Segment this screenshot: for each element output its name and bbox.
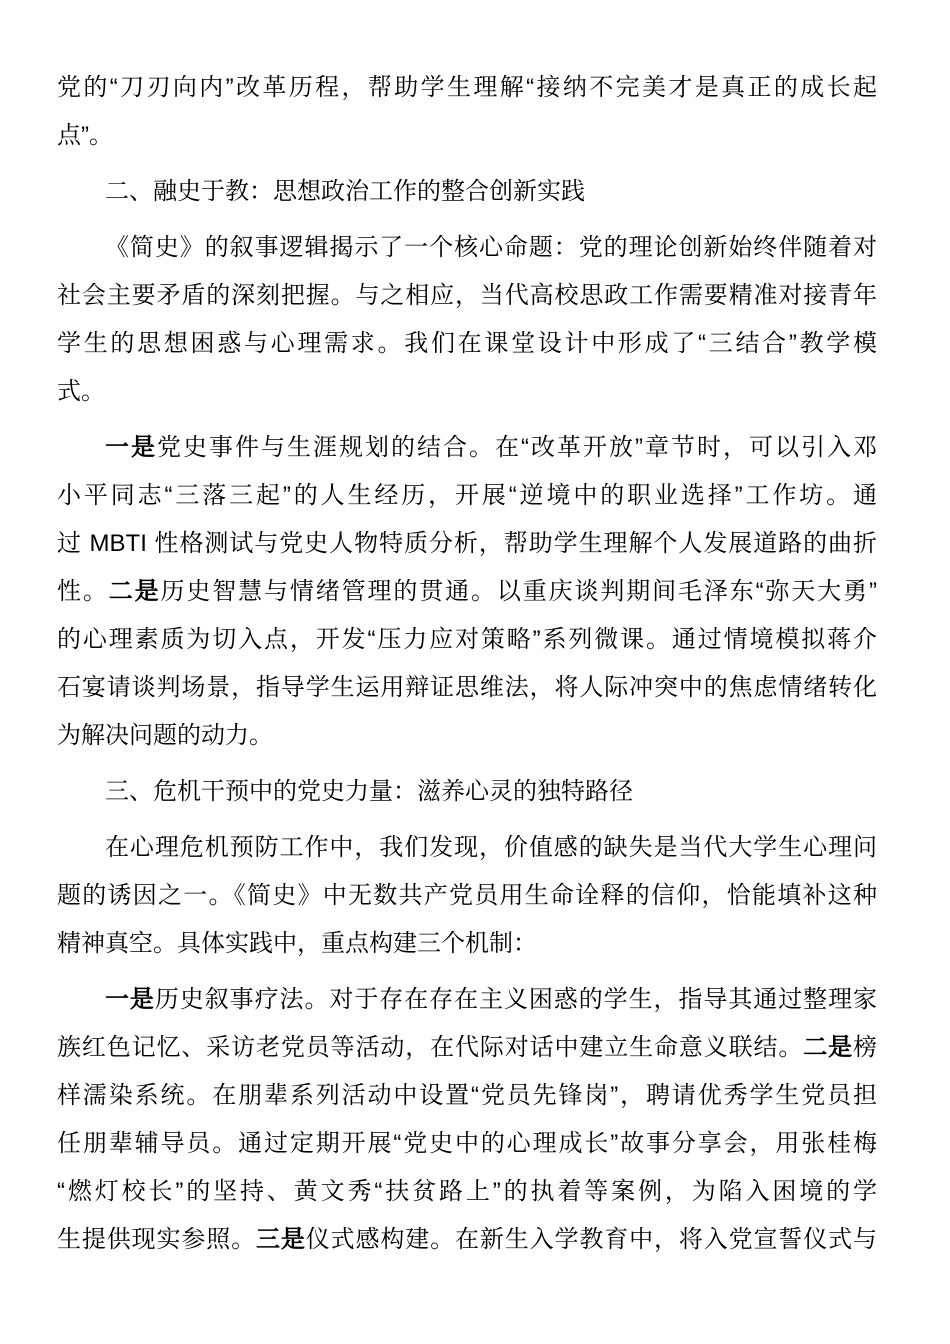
text-run: 三、危机干预中的党史力量：滋养心灵的独特路径 bbox=[105, 778, 633, 805]
text-line bbox=[57, 1168, 877, 1216]
text-line bbox=[57, 1024, 877, 1072]
text-run: 题的诱因之一。《简史》中无数共产党员用生命诠释的信仰，恰能填补这种 bbox=[57, 882, 877, 909]
text-run: 族红色记忆、采访老党员等活动，在代际对话中建立生命意义联结。 bbox=[57, 1034, 804, 1061]
text-line bbox=[57, 272, 877, 320]
text-run: 学生的思想困惑与心理需求。我们在课堂设计中形成了“三结合”教学模 bbox=[57, 330, 877, 357]
text-line bbox=[57, 520, 877, 568]
bold-emphasis: 一是 bbox=[105, 434, 158, 461]
text-line bbox=[57, 768, 877, 816]
text-line bbox=[57, 712, 877, 760]
text-line bbox=[57, 1072, 877, 1120]
text-run: 任朋辈辅导员。通过定期开展“党史中的心理成长”故事分享会，用张桂梅 bbox=[57, 1130, 877, 1157]
text-line bbox=[57, 224, 877, 272]
text-line bbox=[57, 920, 877, 968]
text-run: 仪式感构建。在新生入学教育中，将入党宣誓仪式与 bbox=[305, 1226, 877, 1253]
bold-emphasis: 二是 bbox=[803, 1034, 853, 1061]
text-line bbox=[57, 872, 877, 920]
text-run: 历史叙事疗法。对于存在存在主义困惑的学生，指导其通过整理家 bbox=[154, 986, 878, 1013]
text-line bbox=[57, 424, 877, 472]
text-run: 石宴请谈判场景，指导学生运用辩证思维法，将人际冲突中的焦虑情绪转化 bbox=[57, 674, 877, 701]
text-line bbox=[57, 320, 877, 368]
text-line bbox=[57, 368, 877, 416]
text-run: 榜 bbox=[853, 1034, 877, 1061]
text-line bbox=[57, 976, 877, 1024]
text-line bbox=[57, 568, 877, 616]
text-line bbox=[57, 664, 877, 712]
text-run: 社会主要矛盾的深刻把握。与之相应，当代高校思政工作需要精准对接青年 bbox=[57, 282, 877, 309]
text-line bbox=[57, 1216, 877, 1264]
text-line bbox=[57, 1120, 877, 1168]
bold-emphasis: 一是 bbox=[105, 986, 155, 1013]
text-line bbox=[57, 112, 877, 160]
bold-emphasis: 二是 bbox=[108, 578, 161, 605]
text-line bbox=[57, 64, 877, 112]
text-run: “燃灯校长”的坚持、黄文秀“扶贫路上”的执着等案例，为陷入困境的学 bbox=[57, 1178, 877, 1205]
text-run: 的心理素质为切入点，开发“压力应对策略”系列微课。通过情境模拟蒋介 bbox=[57, 626, 877, 653]
text-run: 为解决问题的动力。 bbox=[57, 722, 273, 749]
text-run: 式。 bbox=[57, 378, 105, 405]
text-run: 小平同志“三落三起”的人生经历，开展“逆境中的职业选择”工作坊。通 bbox=[57, 482, 877, 509]
text-line bbox=[57, 472, 877, 520]
text-line bbox=[57, 168, 877, 216]
text-run: 在心理危机预防工作中，我们发现，价值感的缺失是当代大学生心理问 bbox=[105, 834, 877, 861]
text-run: 党史事件与生涯规划的结合。在“改革开放”章节时，可以引入邓 bbox=[157, 434, 878, 461]
text-line bbox=[57, 616, 877, 664]
text-run: 精神真空。具体实践中，重点构建三个机制： bbox=[57, 930, 537, 957]
text-run: 生提供现实参照。 bbox=[57, 1226, 256, 1253]
text-run: 党的“刀刃向内”改革历程，帮助学生理解“接纳不完美才是真正的成长起 bbox=[57, 74, 877, 101]
bold-emphasis: 三是 bbox=[256, 1226, 306, 1253]
text-run: 性。 bbox=[57, 578, 109, 605]
text-run: 二、融史于教：思想政治工作的整合创新实践 bbox=[105, 178, 585, 205]
text-run: 过 MBTI 性格测试与党史人物特质分析，帮助学生理解个人发展道路的曲折 bbox=[57, 530, 877, 557]
text-run: 样濡染系统。在朋辈系列活动中设置“党员先锋岗”，聘请优秀学生党员担 bbox=[57, 1082, 877, 1109]
text-run: 《简史》的叙事逻辑揭示了一个核心命题：党的理论创新始终伴随着对 bbox=[105, 234, 877, 261]
text-run: 历史智慧与情绪管理的贯通。以重庆谈判期间毛泽东“弥天大勇” bbox=[160, 578, 878, 605]
text-line bbox=[57, 824, 877, 872]
text-run: 点”。 bbox=[57, 122, 113, 149]
